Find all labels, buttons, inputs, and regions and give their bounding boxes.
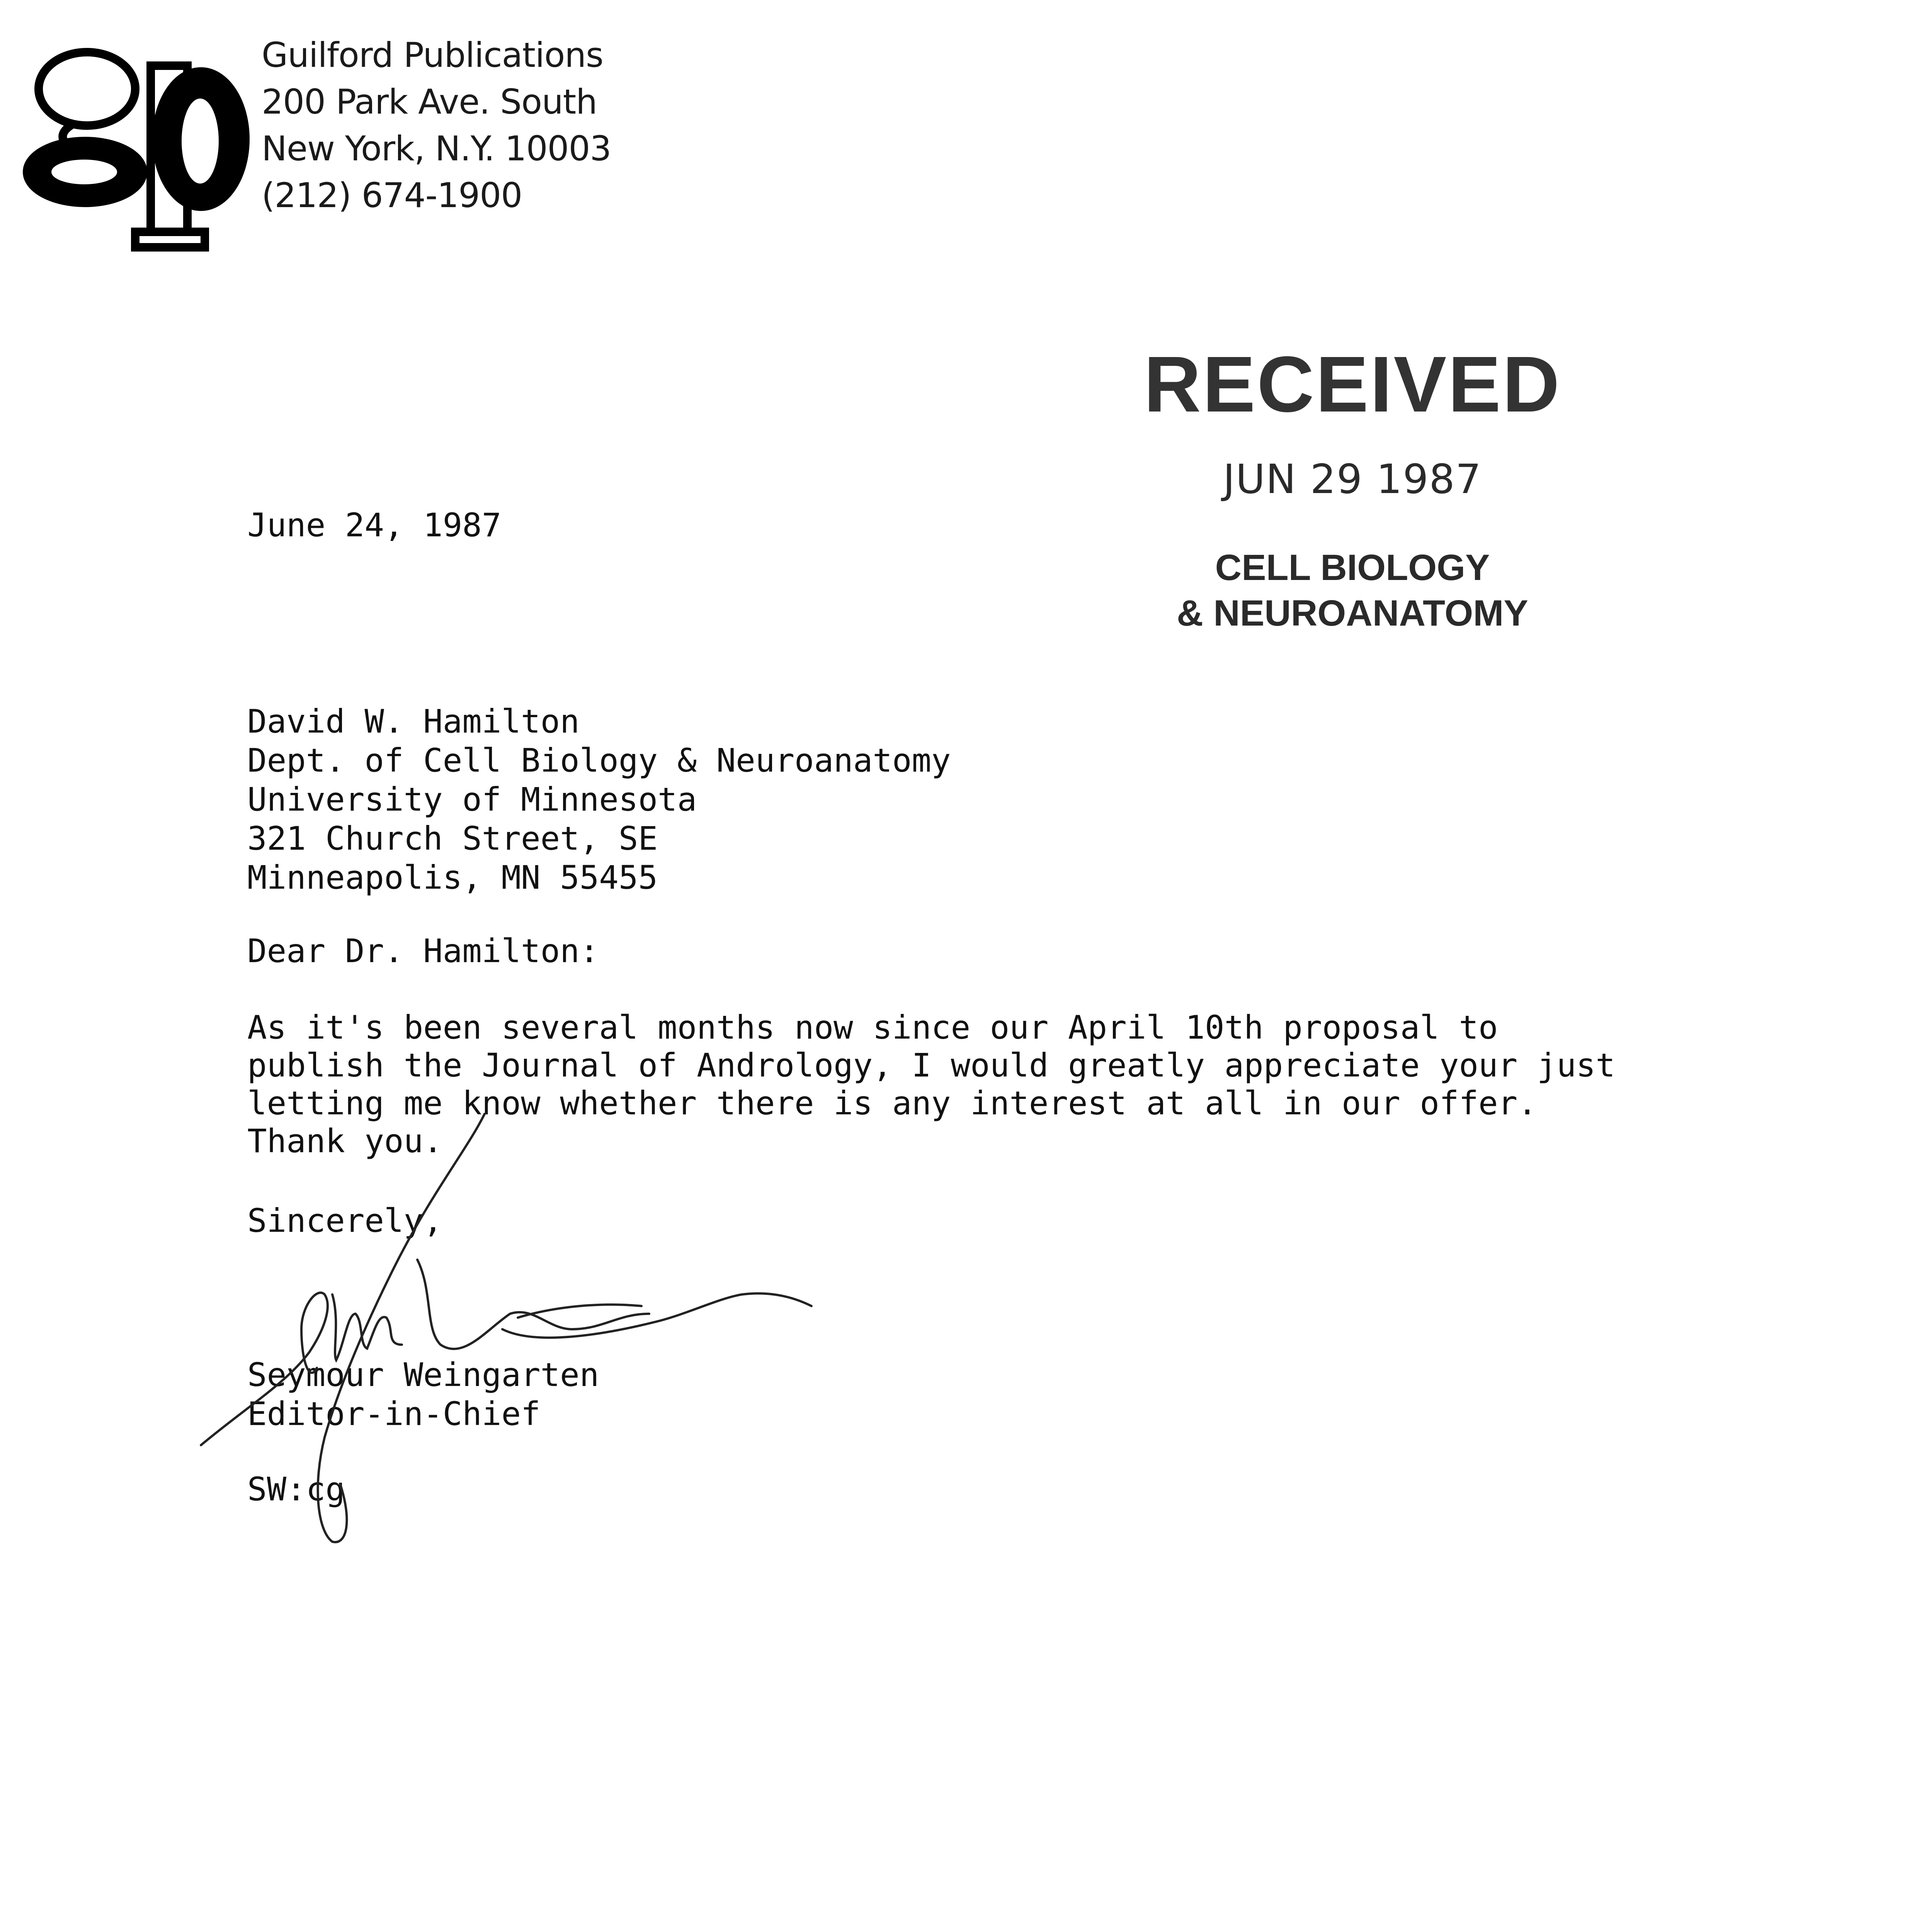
company-street: 200 Park Ave. South [262, 82, 597, 122]
received-stamp [1144, 340, 1561, 636]
letter-date: June 24, 1987 [247, 506, 502, 544]
recipient-name: David W. Hamilton [247, 702, 580, 740]
body-line: letting me know whether there is any interest at all in our offer. [247, 1084, 1537, 1122]
typist-initials: SW:cg [247, 1470, 345, 1508]
company-phone: (212) 674-1900 [262, 175, 522, 215]
recipient-dept: Dept. of Cell Biology & Neuroanatomy [247, 742, 951, 779]
body-line: As it's been several months now since our April 10th proposal to [247, 1009, 1498, 1046]
signer-title: Editor-in-Chief [247, 1395, 541, 1433]
salutation: Dear Dr. Hamilton: [247, 932, 599, 970]
stamp-dept-line2: & NEUROANATOMY [1177, 593, 1528, 634]
recipient-address [247, 702, 951, 897]
letterhead [262, 32, 611, 219]
signer-name: Seymour Weingarten [247, 1356, 599, 1394]
stamp-title: RECEIVED [1144, 340, 1561, 429]
handwritten-signature [185, 1113, 842, 1557]
body-line: Thank you. [247, 1122, 443, 1160]
stamp-dept [1144, 545, 1561, 636]
stamp-dept-line1: CELL BIOLOGY [1215, 547, 1490, 588]
gp-logo [19, 31, 251, 263]
recipient-city: Minneapolis, MN 55455 [247, 859, 658, 896]
company-city: New York, N.Y. 10003 [262, 129, 611, 168]
recipient-street: 321 Church Street, SE [247, 820, 658, 857]
recipient-university: University of Minnesota [247, 781, 697, 818]
company-name: Guilford Publications [262, 35, 603, 75]
closing: Sincerely, [247, 1202, 443, 1240]
stamp-date: JUN 29 1987 [1223, 456, 1482, 503]
body-line: publish the Journal of Andrology, I would greatly appreciate your just [247, 1046, 1616, 1084]
